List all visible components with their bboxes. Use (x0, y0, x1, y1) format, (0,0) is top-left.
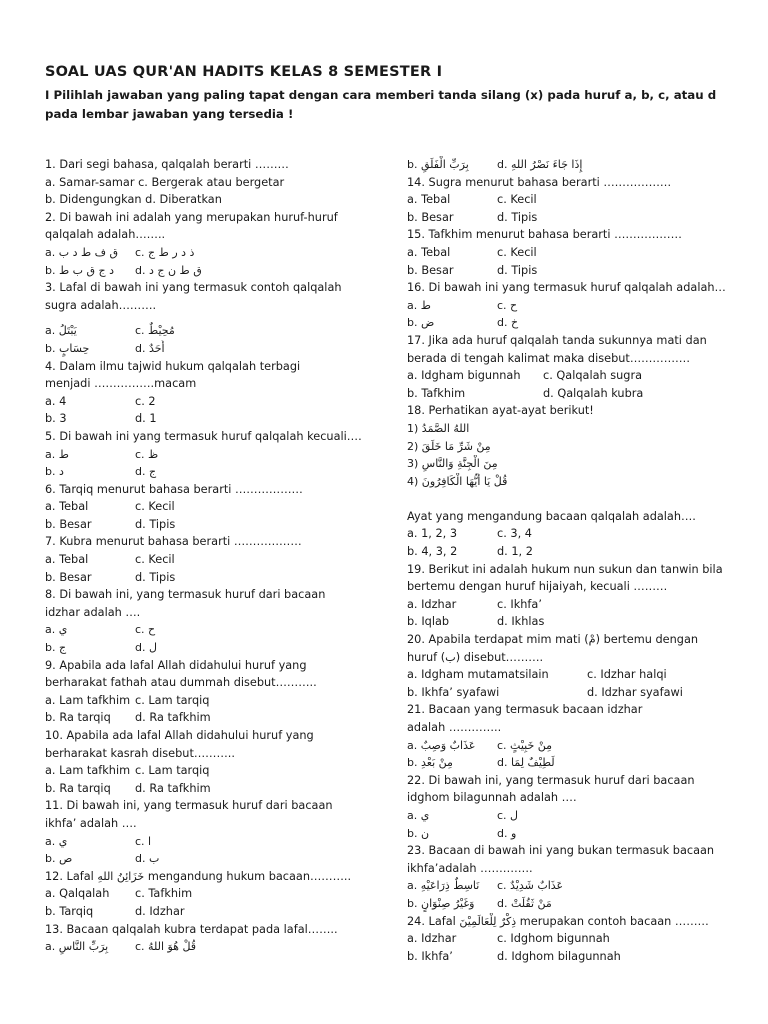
verse-4: 4) قُلْ يَا أَيُّهَا الْكَافِرُونَ (407, 474, 508, 488)
option-row (407, 596, 752, 614)
option-row (407, 754, 752, 772)
right-column (407, 156, 752, 965)
option-a: a. Qalqalah (45, 887, 110, 901)
question-22: 22. Di bawah ini, yang termasuk huruf dari bacaan (407, 773, 695, 787)
option-d: d. Tipis (497, 263, 538, 277)
question-text: idzhar adalah …. (45, 605, 141, 619)
question-15: 15. Tafkhim menurut bahasa berarti ……………… (407, 228, 682, 242)
option-row (407, 613, 752, 631)
option-d: d. و (497, 826, 517, 840)
option-b: b. Tarqiq (45, 904, 94, 918)
option-b: b. ص (45, 852, 73, 866)
option-a: a. Idgham mutamatsilain (407, 668, 549, 682)
question-19: 19. Berikut ini adalah hukum nun sukun dan tanwin bila (407, 562, 723, 576)
option-row (407, 948, 752, 966)
option-row (45, 850, 390, 868)
option-d: d. مَنْ ثَقُلَتْ (497, 896, 552, 910)
option-a: a. Tebal (45, 553, 89, 567)
option-b: b. ن (407, 826, 430, 840)
question-text: sugra adalah………. (45, 298, 157, 312)
option-d: d. ل (135, 641, 157, 655)
option-c: c. Kecil (135, 500, 175, 514)
option-a: a. ط (45, 447, 69, 461)
option-a: a. Tebal (407, 193, 451, 207)
question-prefix: 12. Lafal (45, 869, 94, 883)
option-c: c. عَذَابٌ شَدِيْدٌ (497, 879, 564, 893)
option-c: c. Ikhfa’ (497, 597, 542, 611)
option-d: d. خ (497, 316, 519, 330)
question-8: 8. Di bawah ini, yang termasuk huruf dari bacaan (45, 588, 326, 602)
option-row (45, 340, 390, 358)
option-c: c. 2 (135, 394, 156, 408)
option-row (407, 543, 752, 561)
option-a: a. Idgham bigunnah (407, 369, 521, 383)
question-7: 7. Kubra menurut bahasa berarti ……………… (45, 535, 302, 549)
option-row (45, 780, 390, 798)
page-title: SOAL UAS QUR'AN HADITS KELAS 8 SEMESTER I (45, 64, 443, 80)
option-c: c. Kecil (497, 245, 537, 259)
option-a: a. نَاسِطٌ ذِرَاعَيْهِ (407, 879, 480, 893)
option-b: b. مِنْ بَعْدِ (407, 756, 453, 770)
option-row (407, 244, 752, 262)
option-b: b. Ikhfa’ (407, 949, 453, 963)
verse-2: 2) مِنْ شَرِّ مَا خَلَقَ (407, 439, 491, 453)
option-d: d. Tipis (135, 570, 176, 584)
question-text: adalah ………….. (407, 721, 502, 734)
option-d: d. أَحَدٌ (135, 341, 165, 355)
question-20: 20. Apabila terdapat mim mati (مْ) bertemu dengan (407, 633, 699, 647)
option-row (45, 938, 390, 956)
question-text: qalqalah adalah…….. (45, 228, 166, 242)
question-text: berharakat fathah atau dummah disebut……….. (45, 676, 317, 690)
option-b: b. د ج ق ب ط (45, 263, 115, 277)
option-row (45, 639, 390, 657)
option-a: a. ق ف ط د ب (45, 245, 119, 259)
arabic-phrase: خَزَائِنُ اللهِ (97, 869, 145, 883)
option-c: c. مُحِيْطٌ (135, 324, 175, 338)
option-b: b. Besar (45, 570, 92, 584)
option-d: d. ق ط ن ج د (135, 263, 202, 277)
verse-1: 1) اللهُ الصَّمَدُ (407, 421, 470, 435)
option-b: b. Besar (407, 263, 454, 277)
question-13: 13. Bacaan qalqalah kubra terdapat pada lafal…….. (45, 922, 338, 936)
option-row (45, 393, 390, 411)
option-row (45, 621, 390, 639)
option-row (45, 516, 390, 534)
option-a: a. Lam tafkhim (45, 764, 131, 778)
option-row (45, 709, 390, 727)
question-text: ikhfa’adalah ………….. (407, 861, 533, 875)
option-row (407, 156, 752, 174)
option-b: b. Ra tarqiq (45, 711, 111, 725)
question-1: 1. Dari segi bahasa, qalqalah berarti ……… (45, 158, 289, 171)
question-suffix: merupakan contoh bacaan ……… (519, 914, 709, 928)
option-d: d. ج (135, 465, 157, 479)
option-row (407, 825, 752, 843)
option-row (407, 877, 752, 895)
option-a: a. بِرَبِّ النَّاسِ (45, 940, 109, 954)
option-d: d. Idghom bilagunnah (497, 949, 621, 963)
option-c: c. 3, 4 (497, 527, 532, 541)
option-b: b. Tafkhim (407, 386, 466, 400)
option-row (45, 262, 390, 280)
option-row (407, 385, 752, 403)
question-3: 3. Lafal di bawah ini yang termasuk contoh qalqalah (45, 281, 342, 295)
option-row (45, 322, 390, 340)
option-a: a. ي (45, 623, 68, 637)
question-text: menjadi …………….macam (45, 377, 197, 391)
question-text: bertemu dengan huruf hijaiyah, kecuali ……… (407, 580, 668, 594)
option-b: b. ج (45, 641, 67, 655)
option-c: c. ح (497, 298, 518, 312)
option-row (45, 244, 390, 262)
option-a: a. ي (45, 834, 68, 848)
option-row (407, 367, 752, 385)
left-column (45, 156, 390, 956)
option-c: c. قُلْ هُوَ اللهُ (135, 940, 197, 954)
option-d: d. 1, 2 (497, 545, 533, 559)
option-a: a. عَذَابٌ وَصِبٌ (407, 738, 476, 752)
question-23: 23. Bacaan di bawah ini yang bukan termasuk bacaan (407, 844, 715, 858)
option-b: b. Besar (45, 517, 92, 531)
option-c: c. Kecil (497, 193, 537, 207)
option-c: c. ل (497, 808, 519, 822)
option-row (407, 191, 752, 209)
option-c: c. Lam tarqiq (135, 693, 210, 707)
question-10: 10. Apabila ada lafal Allah didahului huruf yang (45, 729, 314, 742)
option-d: d. Tipis (497, 210, 538, 224)
question-prefix: 24. Lafal (407, 914, 456, 928)
option-b: b. بِرَبِّ الْفَلَقِ (407, 158, 469, 171)
option-d: d. لَطِيْفٌ لِمَا (497, 756, 555, 770)
option-c: c. Lam tarqiq (135, 764, 210, 778)
option-a: a. 1, 2, 3 (407, 527, 458, 541)
option-c: c. Idzhar halqi (587, 668, 667, 682)
option-d: d. Tipis (135, 517, 176, 531)
option-c: c. Qalqalah sugra (543, 369, 643, 383)
question-18: 18. Perhatikan ayat-ayat berikut! (407, 404, 594, 418)
option-row (407, 737, 752, 755)
option-line: b. Didengungkan d. Diberatkan (45, 193, 222, 207)
option-c: c. Tafkhim (135, 887, 193, 901)
question-9: 9. Apabila ada lafal Allah didahului huruf yang (45, 658, 307, 672)
option-line: a. Samar-samar c. Bergerak atau bergetar (45, 175, 285, 189)
option-b: b. وَغَيْرُ صِنْوَانٍ (407, 896, 475, 910)
option-row (407, 525, 752, 543)
verse-3: 3) مِنَ الْجِنَّةِ وَالنَّاسِ (407, 457, 498, 471)
option-row (407, 895, 752, 913)
option-d: d. Qalqalah kubra (543, 386, 644, 400)
option-row (45, 463, 390, 481)
option-row (45, 551, 390, 569)
option-c: c. مِنْ خَبِيْثٍ (497, 738, 553, 752)
question-text: Ayat yang mengandung bacaan qalqalah adalah…. (407, 509, 696, 523)
option-d: d. Ra tafkhim (135, 711, 211, 725)
question-2: 2. Di bawah ini adalah yang merupakan huruf-huruf (45, 210, 338, 224)
option-b: b. حِسَابٍ (45, 341, 90, 355)
option-a: a. Tebal (45, 500, 89, 514)
option-a: a. Idzhar (407, 597, 457, 611)
option-b: b. ض (407, 316, 435, 330)
question-4: 4. Dalam ilmu tajwid hukum qalqalah terbagi (45, 359, 301, 373)
option-c: c. Kecil (135, 553, 175, 567)
option-c: c. ظ (135, 447, 159, 461)
question-text: ikhfa’ adalah …. (45, 816, 137, 830)
question-text: huruf (ب) disebut………. (407, 650, 544, 664)
question-text: berada di tengah kalimat maka disebut……………. (407, 351, 690, 365)
option-row (45, 885, 390, 903)
option-row (407, 209, 752, 227)
option-d: d. Ikhlas (497, 615, 545, 629)
option-b: b. 3 (45, 412, 67, 426)
option-c: c. ا (135, 834, 152, 848)
option-row (407, 930, 752, 948)
option-b: b. Besar (407, 210, 454, 224)
question-11: 11. Di bawah ini, yang termasuk huruf dari bacaan (45, 799, 333, 813)
option-a: a. ي (407, 808, 430, 822)
option-row (45, 498, 390, 516)
option-d: d. Idzhar (135, 904, 185, 918)
option-row (407, 807, 752, 825)
question-suffix: mengandung hukum bacaan……….. (147, 869, 352, 883)
option-b: b. Iqlab (407, 615, 450, 629)
option-a: a. ط (407, 298, 431, 312)
question-text: idghom bilagunnah adalah …. (407, 791, 577, 805)
question-text: berharakat kasrah disebut……….. (45, 746, 235, 760)
option-d: d. 1 (135, 412, 157, 426)
option-row (45, 762, 390, 780)
question-16: 16. Di bawah ini yang termasuk huruf qalqalah adalah… (407, 281, 726, 295)
option-a: a. Lam tafkhim (45, 693, 131, 707)
option-b: b. د (45, 465, 64, 479)
option-a: a. Idzhar (407, 932, 457, 946)
option-row (45, 569, 390, 587)
option-row (45, 833, 390, 851)
arabic-phrase: ذِكْرٌ لِلْعَالَمِيْنَ (459, 914, 517, 928)
option-c: c. ذ د ر ط ج (135, 245, 195, 259)
option-row (407, 666, 752, 684)
option-b: b. Ikhfa’ syafawi (407, 685, 500, 699)
option-d: d. ب (135, 852, 160, 866)
question-14: 14. Sugra menurut bahasa berarti ……………… (407, 175, 672, 189)
option-row (407, 684, 752, 702)
option-row (45, 446, 390, 464)
option-row (407, 297, 752, 315)
option-row (407, 314, 752, 332)
option-b: b. 4, 3, 2 (407, 545, 458, 559)
option-c: c. Idghom bigunnah (497, 932, 610, 946)
instruction-text: I Pilihlah jawaban yang paling tapat dengan cara memberi tanda silang (x) pada huruf a, b, c, atau d pada lembar jawaban yang tersedia ! (45, 88, 717, 121)
option-row (407, 262, 752, 280)
option-d: d. Ra tafkhim (135, 781, 211, 795)
option-row (45, 410, 390, 428)
question-24 (407, 913, 752, 931)
question-6: 6. Tarqiq menurut bahasa berarti ……………… (45, 482, 303, 496)
question-5: 5. Di bawah ini yang termasuk huruf qalqalah kecuali…. (45, 429, 362, 443)
option-a: a. Tebal (407, 245, 451, 259)
option-row (45, 903, 390, 921)
question-21: 21. Bacaan yang termasuk bacaan idzhar (407, 703, 643, 717)
option-d: d. إِذَا جَاءَ نَصْرُ اللهِ (497, 158, 583, 171)
option-a: a. 4 (45, 394, 67, 408)
question-17: 17. Jika ada huruf qalqalah tanda sukunnya mati dan (407, 333, 707, 347)
option-b: b. Ra tarqiq (45, 781, 111, 795)
option-d: d. Idzhar syafawi (587, 685, 683, 699)
option-row (45, 692, 390, 710)
option-c: c. ح (135, 623, 156, 637)
option-a: a. يَبْتَلُ (45, 324, 77, 338)
question-12 (45, 868, 390, 886)
